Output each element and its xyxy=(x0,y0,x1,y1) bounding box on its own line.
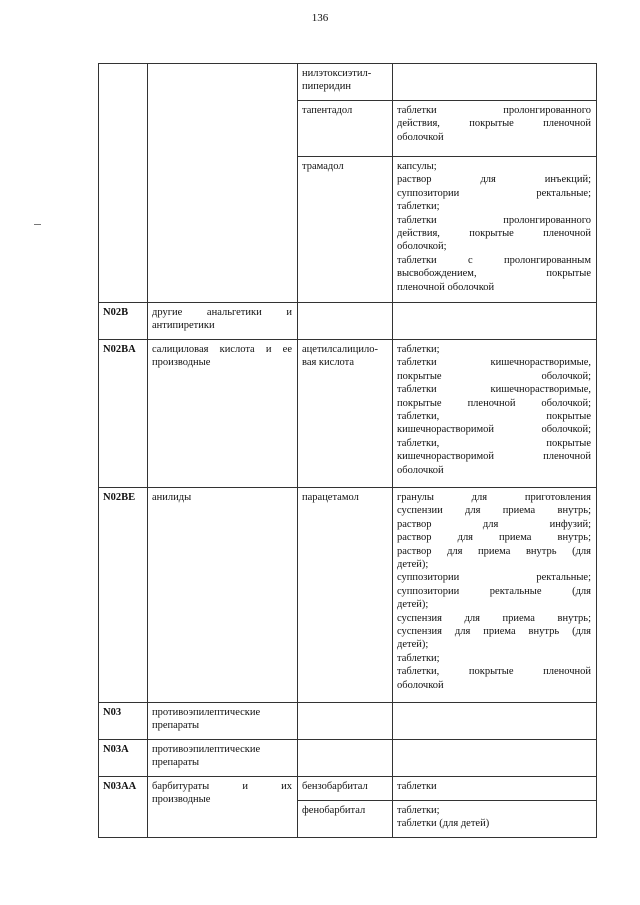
dosage-form-line: таблетки, покрытые xyxy=(397,437,591,449)
dosage-form-cell xyxy=(393,777,597,801)
dosage-form-line: таблетки (для детей) xyxy=(397,818,490,830)
dosage-form-cell xyxy=(393,101,597,157)
drug-name-cell xyxy=(298,157,393,303)
table-row xyxy=(99,740,597,777)
drug-name-line: ацетилсалицило- xyxy=(302,344,379,355)
drug-name-line: трамадол xyxy=(302,161,344,172)
drug-name-line: нилэтоксиэтил- xyxy=(302,68,372,79)
dosage-form-cell xyxy=(393,157,597,303)
dosage-form-line: таблетки; xyxy=(397,344,440,355)
dosage-form-line: суспензия для приема внутрь; xyxy=(397,612,591,624)
drug-name-cell xyxy=(298,488,393,703)
dosage-form-line: покрытые пленочной оболочкой; xyxy=(397,397,591,409)
group-name-line: противоэпилептические xyxy=(152,744,261,755)
table-row xyxy=(99,488,597,703)
dosage-form-line: таблетки кишечнорастворимые, xyxy=(397,384,591,396)
dosage-form-cell xyxy=(393,703,597,740)
group-name-cell xyxy=(148,703,298,740)
dosage-form-line: кишечнорастворимой оболочкой; xyxy=(397,424,591,436)
dosage-form-line: суспензия для приема внутрь (для xyxy=(397,626,591,638)
table-row xyxy=(99,777,597,801)
dosage-form-line: суппозитории ректальные; xyxy=(397,572,591,584)
dosage-form-line: суппозитории ректальные (для xyxy=(397,585,591,597)
atc-code-cell: N03 xyxy=(99,703,148,740)
group-name-line: антипиретики xyxy=(152,320,215,332)
group-name-cell xyxy=(148,303,298,340)
dosage-form-line: пленочной оболочкой xyxy=(397,281,495,293)
dosage-form-line: оболочкой; xyxy=(397,241,447,253)
dosage-form-line: таблетки пролонгированного xyxy=(397,105,591,116)
drug-table xyxy=(98,63,597,838)
dosage-form-line: гранулы для приготовления xyxy=(397,492,591,503)
group-name-line: противоэпилептические xyxy=(152,707,261,718)
dosage-form-line: раствор для инфузий; xyxy=(397,518,591,530)
group-name-line: препараты xyxy=(152,757,200,769)
group-name-line: анилиды xyxy=(152,492,192,503)
dosage-form-line: таблетки пролонгированного xyxy=(397,214,591,226)
dosage-form-line: таблетки, покрытые пленочной xyxy=(397,666,591,678)
drug-name-line: фенобарбитал xyxy=(302,805,366,816)
dosage-form-line: оболочкой xyxy=(397,131,444,143)
dosage-form-line: таблетки; xyxy=(397,201,440,213)
table-row xyxy=(99,303,597,340)
dosage-form-line: суспензии для приема внутрь; xyxy=(397,505,591,517)
atc-code-cell: N02BE xyxy=(99,488,148,703)
group-name-line: другие анальгетики и xyxy=(152,307,292,318)
drug-name-cell xyxy=(298,703,393,740)
group-name-cell xyxy=(148,488,298,703)
dosage-form-line: таблетки, покрытые xyxy=(397,411,591,423)
dosage-form-cell xyxy=(393,340,597,488)
dosage-form-line: оболочкой xyxy=(397,679,444,691)
group-name-line: препараты xyxy=(152,720,200,732)
dosage-form-line: оболочкой xyxy=(397,464,444,476)
dosage-form-line: таблетки; xyxy=(397,652,440,664)
dosage-form-line: таблетки кишечнорастворимые, xyxy=(397,357,591,369)
dosage-form-line: капсулы; xyxy=(397,161,437,172)
drug-name-cell xyxy=(298,740,393,777)
drug-name-line: тапентадол xyxy=(302,105,353,116)
group-name-line: барбитураты и их xyxy=(152,781,292,792)
scan-mark xyxy=(34,224,41,225)
drug-name-line: пиперидин xyxy=(302,81,351,93)
group-name-line: производные xyxy=(152,357,211,369)
dosage-form-line: детей); xyxy=(397,559,429,571)
atc-code-cell: N03A xyxy=(99,740,148,777)
dosage-form-line: детей); xyxy=(397,639,429,651)
atc-code-cell: N02B xyxy=(99,303,148,340)
group-name-line: производные xyxy=(152,794,211,806)
dosage-form-cell xyxy=(393,303,597,340)
drug-name-cell xyxy=(298,777,393,801)
group-name-line: салициловая кислота и ее xyxy=(152,344,292,355)
group-name-cell xyxy=(148,340,298,488)
drug-name-line: парацетамол xyxy=(302,492,359,503)
dosage-form-line: суппозитории ректальные; xyxy=(397,187,591,199)
dosage-form-line: раствор для приема внутрь; xyxy=(397,532,591,544)
page-number: 136 xyxy=(311,12,329,24)
dosage-form-cell xyxy=(393,801,597,838)
atc-code-cell: N03AA xyxy=(99,777,148,838)
dosage-form-line: раствор для приема внутрь (для xyxy=(397,545,591,557)
drug-name-cell xyxy=(298,64,393,101)
dosage-form-cell xyxy=(393,740,597,777)
group-name-cell xyxy=(148,64,298,303)
table-row xyxy=(99,703,597,740)
dosage-form-line: таблетки xyxy=(397,781,437,792)
dosage-form-line: таблетки; xyxy=(397,805,440,816)
drug-name-line: бензобарбитал xyxy=(302,781,368,792)
atc-code-cell xyxy=(99,64,148,303)
group-name-cell xyxy=(148,740,298,777)
atc-code-cell: N02BA xyxy=(99,340,148,488)
drug-name-cell xyxy=(298,101,393,157)
dosage-form-cell xyxy=(393,488,597,703)
dosage-form-line: высвобождением, покрытые xyxy=(397,268,591,280)
table-row xyxy=(99,340,597,488)
drug-name-cell xyxy=(298,340,393,488)
drug-name-cell xyxy=(298,303,393,340)
dosage-form-line: кишечнорастворимой пленочной xyxy=(397,451,591,463)
group-name-cell xyxy=(148,777,298,838)
dosage-form-cell xyxy=(393,64,597,101)
dosage-form-line: действия, покрытые пленочной xyxy=(397,118,591,130)
dosage-form-line: раствор для инъекций; xyxy=(397,174,591,186)
drug-name-cell xyxy=(298,801,393,838)
drug-name-line: вая кислота xyxy=(302,357,355,369)
dosage-form-line: действия, покрытые пленочной xyxy=(397,228,591,240)
dosage-form-line: детей); xyxy=(397,599,429,611)
dosage-form-line: покрытые оболочкой; xyxy=(397,370,591,382)
table-row xyxy=(99,64,597,101)
dosage-form-line: таблетки с пролонгированным xyxy=(397,254,591,266)
